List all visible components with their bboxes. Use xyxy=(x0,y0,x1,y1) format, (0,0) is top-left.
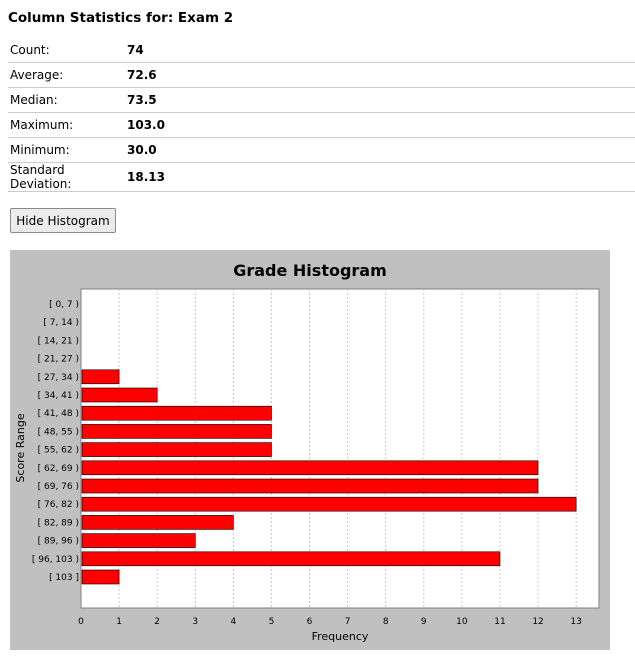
stat-value: 74 xyxy=(125,38,635,63)
x-tick-label: 5 xyxy=(268,617,275,627)
x-tick-label: 11 xyxy=(494,617,506,627)
stats-row-maximum xyxy=(8,113,635,138)
category-label: [ 89, 96 ) xyxy=(37,536,79,547)
category-label: [ 69, 76 ) xyxy=(37,482,79,492)
histogram-bar xyxy=(82,515,233,529)
histogram-chart xyxy=(10,250,610,650)
category-label: [ 14, 21 ) xyxy=(37,336,79,347)
hide-histogram-button[interactable]: Hide Histogram xyxy=(10,208,116,233)
category-label: [ 96, 103 ) xyxy=(31,554,79,565)
x-tick-label: 3 xyxy=(192,617,199,627)
histogram-bar xyxy=(82,534,195,548)
histogram-panel xyxy=(10,250,610,650)
x-tick-label: 13 xyxy=(570,617,582,627)
histogram-bar xyxy=(82,388,157,402)
category-label: [ 7, 14 ) xyxy=(43,318,79,329)
stat-value: 72.6 xyxy=(125,63,635,88)
stat-label: Maximum: xyxy=(8,113,125,138)
stats-row-count xyxy=(8,38,635,63)
category-label: [ 103 ] xyxy=(49,573,79,583)
page-title: Column Statistics for: Exam 2 xyxy=(8,10,234,26)
stat-label: Median: xyxy=(8,88,125,113)
stats-row-average xyxy=(8,63,635,88)
x-tick-label: 7 xyxy=(344,617,351,627)
stat-label: Average: xyxy=(8,63,125,88)
x-tick-label: 6 xyxy=(306,617,313,627)
stat-label: Standard Deviation: xyxy=(8,163,125,192)
stat-value: 73.5 xyxy=(125,88,635,113)
stats-row-minimum xyxy=(8,138,635,163)
stat-value: 103.0 xyxy=(125,113,635,138)
x-tick-label: 1 xyxy=(116,617,122,627)
histogram-bar xyxy=(82,424,271,438)
category-label: [ 41, 48 ) xyxy=(37,409,79,420)
histogram-bar xyxy=(82,406,271,420)
x-tick-label: 2 xyxy=(154,617,161,627)
stat-label: Minimum: xyxy=(8,138,125,163)
x-axis-label: Frequency xyxy=(311,630,369,643)
category-label: [ 82, 89 ) xyxy=(37,518,79,529)
category-labels xyxy=(32,300,79,583)
stat-label: Count: xyxy=(8,38,125,63)
category-label: [ 0, 7 ) xyxy=(49,300,79,310)
histogram-bar xyxy=(82,443,271,457)
category-label: [ 62, 69 ) xyxy=(37,463,79,474)
stat-value: 30.0 xyxy=(125,138,635,163)
stats-row-std-dev xyxy=(8,163,635,192)
category-label: [ 34, 41 ) xyxy=(37,391,79,401)
chart-title: Grade Histogram xyxy=(233,261,387,280)
histogram-bar xyxy=(82,552,500,566)
category-label: [ 76, 82 ) xyxy=(37,500,79,511)
histogram-bar xyxy=(82,479,538,493)
stats-row-median xyxy=(8,88,635,113)
category-label: [ 21, 27 ) xyxy=(37,354,79,365)
x-tick-label: 8 xyxy=(382,617,389,627)
x-tick-label: 10 xyxy=(456,617,468,627)
x-tick-labels xyxy=(78,617,582,627)
histogram-bar xyxy=(82,570,119,584)
x-tick-label: 9 xyxy=(420,617,427,627)
stats-table xyxy=(8,38,635,192)
x-tick-label: 12 xyxy=(532,617,544,627)
histogram-bar xyxy=(82,461,538,475)
category-label: [ 48, 55 ) xyxy=(37,427,79,438)
x-tick-label: 4 xyxy=(230,617,237,627)
category-label: [ 27, 34 ) xyxy=(37,372,79,383)
stat-value: 18.13 xyxy=(125,163,635,192)
histogram-bar xyxy=(82,497,576,511)
y-axis-label: Score Range xyxy=(14,413,27,483)
histogram-bar xyxy=(82,370,119,384)
category-label: [ 55, 62 ) xyxy=(37,445,79,456)
x-tick-label: 0 xyxy=(78,617,84,627)
